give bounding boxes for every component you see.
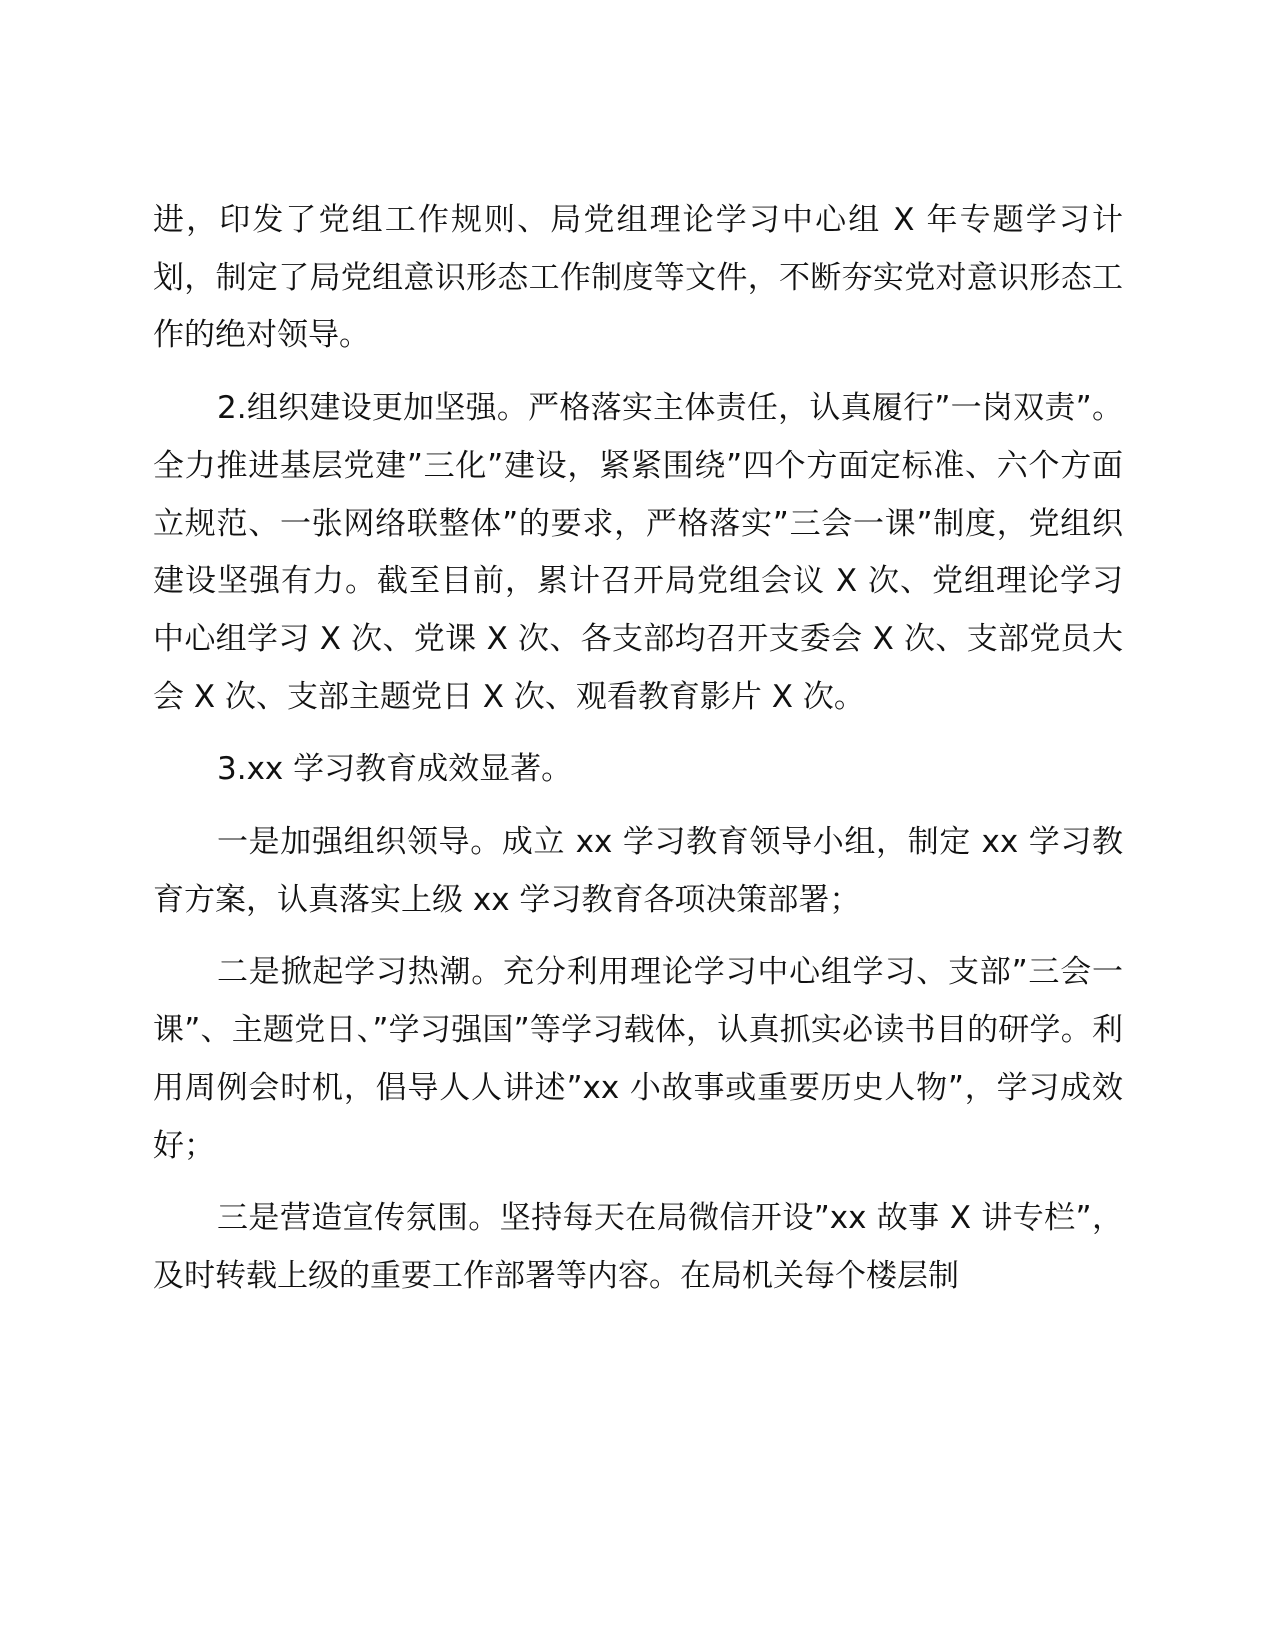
- document-body: [153, 192, 1123, 1321]
- paragraph-education-heading: 3.xx 学习教育成效显著。: [217, 751, 573, 788]
- paragraph-publicity: 三是营造宣传氛围。坚持每天在局微信开设”xx 故事 X 讲专栏”，及时转载上级的重要工作部署等内容。在局机关每个楼层制: [153, 1200, 1123, 1294]
- paragraph-continuation: 进，印发了党组工作规则、局党组理论学习中心组 X 年专题学习计划，制定了局党组意识形态工作制度等文件，不断夯实党对意识形态工作的绝对领导。: [153, 202, 1123, 354]
- paragraph-study-wave: 二是掀起学习热潮。充分利用理论学习中心组学习、支部”三会一课”、主题党日、”学习强国”等学习载体，认真抓实必读书目的研学。利用周例会时机，倡导人人讲述”xx 小故事或重要历史人物”，学习成效好；: [153, 954, 1123, 1164]
- paragraph-leadership: 一是加强组织领导。成立 xx 学习教育领导小组，制定 xx 学习教育方案，认真落实上级 xx 学习教育各项决策部署；: [153, 824, 1123, 918]
- paragraph-organization-building: 2.组织建设更加坚强。严格落实主体责任，认真履行”一岗双责”。全力推进基层党建”三化”建设，紧紧围绕”四个方面定标准、六个方面立规范、一张网络联整体”的要求，严格落实”三会一课”制度，党组织建设坚强有力。截至目前，累计召开局党组会议 X 次、党组理论学习中心组学习 X 次、党课 X 次、各支部均召开支委会 X 次、支部党员大会 X 次、支部主题党日 X 次、观看教育影片 X 次。: [153, 390, 1123, 715]
